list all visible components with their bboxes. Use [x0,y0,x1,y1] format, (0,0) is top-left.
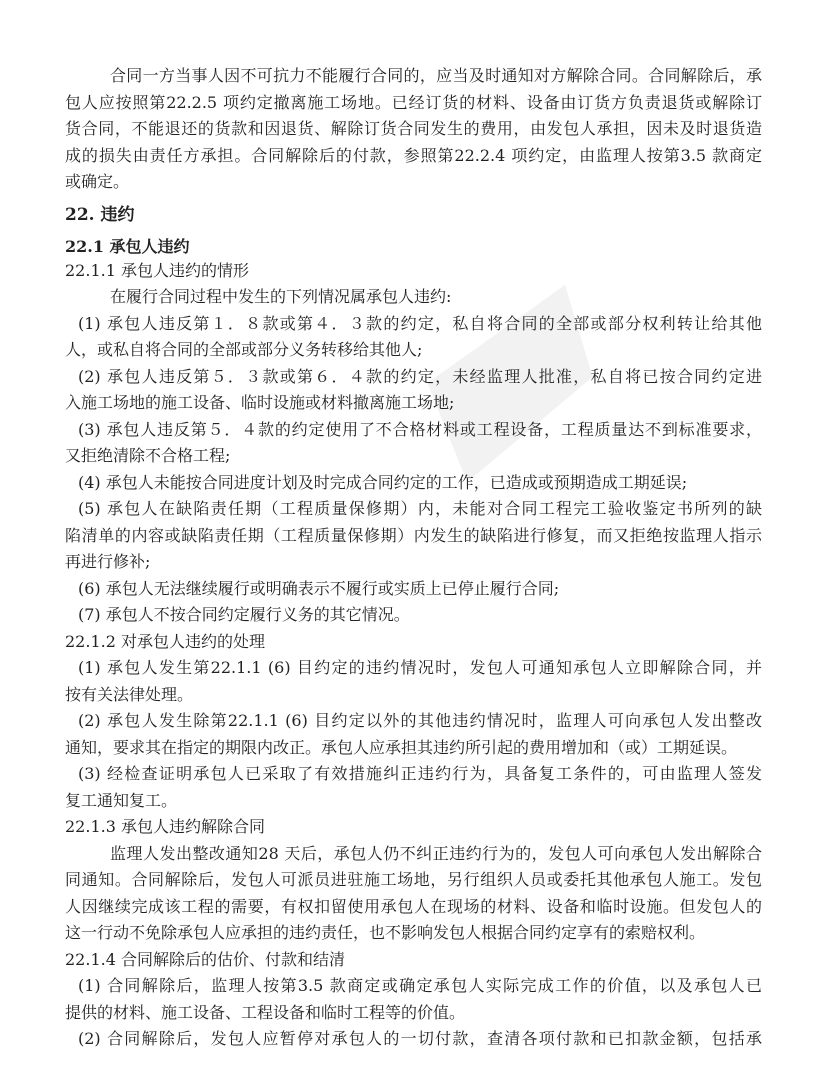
paragraph [65,364,762,417]
text-line: 22.1.1 承包人违约的情形 [65,260,249,280]
text-line: (2) 承包人发生除第22.1.1 (6) 目约定以外的其他违约情况时，监理人可向承包人发出整改 [78,711,762,730]
text-line: 包人应按照第22.2.5 项约定撤离施工场地。已经订货的材料、设备由订货方负责退货或解除订 [65,92,762,112]
text-line: (4) 承包人未能按合同进度计划及时完成合同约定的工作，已造成或预期造成工期延误; [78,472,688,492]
text-line: (6) 承包人无法继续履行或明确表示不履行或实质上已停止履行合同; [78,578,560,598]
text-line: 这一行动不免除承包人应承担的违约责任，也不影响发包人根据合同约定享有的索赔权利。 [65,923,706,942]
text-line: 22. 违约 [65,204,135,225]
paragraph [65,496,762,576]
text-line: (5) 承包人在缺陷责任期（工程质量保修期）内，未能对合同工程完工验收鉴定书所列的缺 [78,499,762,518]
text-line: 货合同，不能退还的货款和因退货、解除订货合同发生的费用，由发包人承担，因未及时退货造 [65,119,762,138]
document-page [65,63,762,1053]
text-line: 入施工场地的施工设备、临时设施或材料撤离施工场地; [65,393,455,412]
text-line: 在履行合同过程中发生的下列情况属承包人违约: [110,287,452,306]
text-line: 又拒绝清除不合格工程; [65,446,231,465]
text-line: 22.1 承包人违约 [65,237,190,256]
text-line: 22.1.2 对承包人违约的处理 [65,631,265,651]
text-line: 提供的材料、施工设备、工程设备和临时工程等的价值。 [65,1002,466,1022]
text-line: 合同一方当事人因不可抗力不能履行合同的，应当及时通知对方解除合同。合同解除后，承 [110,66,762,85]
section-heading [65,814,762,841]
paragraph [65,417,762,470]
text-line: (7) 承包人不按合同约定履行义务的其它情况。 [78,605,410,624]
text-line: 陷清单的内容或缺陷责任期（工程质量保修期）内发生的缺陷进行修复，而又拒绝按监理人指示 [65,525,762,545]
paragraph [65,841,762,947]
text-line: 复工通知复工。 [65,790,178,810]
text-line: 成的损失由责任方承担。合同解除后的付款，参照第22.2.4 项约定，由监理人按第3.5 款商定 [65,145,762,165]
paragraph [65,761,762,814]
paragraph [65,576,762,603]
text-line: (3) 经检查证明承包人已采取了有效措施纠正违约行为，具备复工条件的，可由监理人签发 [78,764,762,783]
text-line: (1) 合同解除后，监理人按第3.5 款商定或确定承包人实际完成工作的价值，以及承包人已 [78,976,762,995]
paragraph [65,284,762,311]
text-line: 监理人发出整改通知28 天后，承包人仍不纠正违约行为的，发包人可向承包人发出解除合 [110,843,762,863]
text-line: 或确定。 [65,172,130,191]
paragraph [65,470,762,497]
text-line: 通知，要求其在指定的期限内改正。承包人应承担其违约所引起的费用增加和（或）工期延误。 [65,737,738,757]
text-line: (1) 承包人违反第１．８款或第４．３款的约定，私自将合同的全部或部分权利转让给其他 [78,313,762,333]
text-line: (3) 承包人违反第５．４款的约定使用了不合格材料或工程设备，工程质量达不到标准要求， [78,419,762,439]
text-line: 人因继续完成该工程的需要，有权扣留使用承包人在现场的材料、设备和临时设施。但发包人的 [65,896,762,916]
text-line: 再进行修补; [65,552,151,571]
paragraph [65,708,762,761]
text-line: (2) 承包人违反第５．３款或第６．４款的约定，未经监理人批准，私自将已按合同约定进 [78,366,762,386]
text-line: 22.1.3 承包人违约解除合同 [65,817,265,836]
text-line: (1) 承包人发生第22.1.1 (6) 目约定的违约情况时，发包人可通知承包人立即解除合同，并 [78,658,762,677]
text-line: 人，或私自将合同的全部或部分义务转移给其他人; [65,340,423,359]
paragraph [65,655,762,708]
paragraph [65,602,762,629]
text-line: 22.1.4 合同解除后的估价、付款和结清 [65,949,345,969]
paragraph [65,973,762,1026]
section-heading [65,202,762,229]
section-heading [65,947,762,974]
paragraph [65,1026,762,1053]
section-heading [65,629,762,656]
section-heading [65,258,762,285]
paragraph [65,311,762,364]
text-line: (2) 合同解除后，发包人应暂停对承包人的一切付款，查清各项付款和已扣款金额，包括承 [78,1029,762,1048]
paragraph [65,63,762,196]
text-line: 同通知。合同解除后，发包人可派员进驻施工场地，另行组织人员或委托其他承包人施工。发包 [65,870,762,889]
text-line: 按有关法律处理。 [65,684,194,704]
